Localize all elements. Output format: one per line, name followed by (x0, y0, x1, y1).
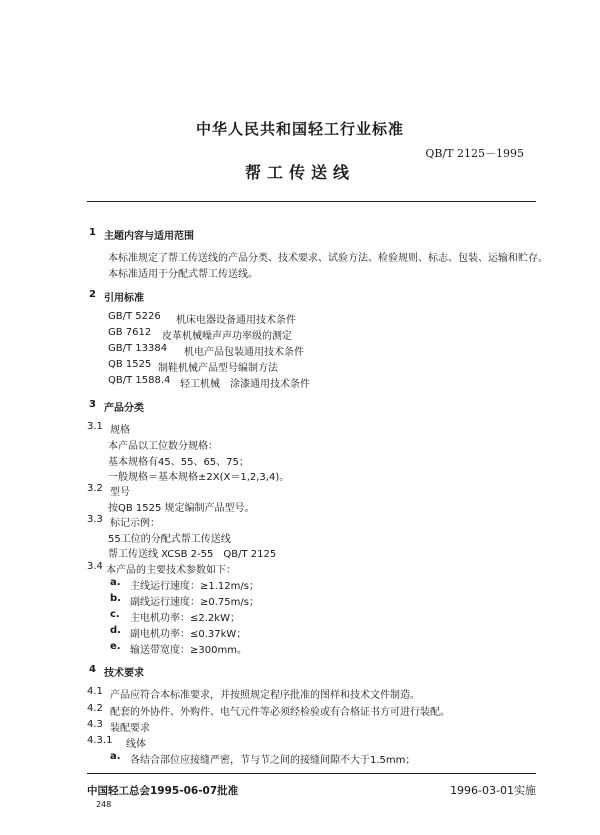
clause-4-3-number: 4.3 (87, 719, 103, 730)
section-1-para-2: 本标准适用于分配式帮工传送线。 (108, 269, 258, 280)
section-4-number: 4 (89, 664, 96, 675)
param-text: 主电机功率：≤2.2kW； (130, 613, 240, 624)
ref-code: GB/T 5226 (108, 311, 161, 322)
ref-name: 机电产品包装通用技术条件 (184, 347, 304, 358)
doc-number: QB/T 2125－1995 (425, 147, 524, 160)
clause-4-3-text: 装配要求 (110, 723, 150, 734)
clause-4-2-text: 配套的外协件、外购件、电气元件等必须经检验或有合格证书方可进行装配。 (110, 707, 450, 718)
effective-date: 1996-03-01实施 (450, 784, 536, 797)
section-1-number: 1 (89, 227, 96, 238)
clause-3-3-line-2: 帮工传送线 XCSB 2-55 QB/T 2125 (108, 549, 277, 560)
clause-3-2-line-1: 按QB 1525 规定编制产品型号。 (108, 503, 255, 514)
req-letter: a. (110, 751, 121, 762)
ref-code: GB 7612 (108, 327, 152, 338)
header-rule (87, 201, 536, 202)
req-text: 各结合部位应接缝严密，节与节之间的接缝间隙不大于1.5mm； (130, 755, 416, 766)
doc-title: 帮工传送线 (244, 163, 355, 182)
clause-3-4-title: 本产品的主要技术参数如下： (106, 565, 236, 576)
ref-name: 皮革机械噪声声功率级的测定 (162, 331, 292, 342)
param-text: 主线运行速度：≥1.12m/s； (130, 581, 259, 592)
ref-name: 机床电器设备通用技术条件 (176, 315, 296, 326)
clause-3-4-number: 3.4 (87, 561, 103, 572)
param-letter: e. (110, 641, 121, 652)
clause-4-3-1-number: 4.3.1 (87, 735, 113, 746)
param-letter: c. (110, 609, 120, 620)
ref-name: 制鞋机械产品型号编制方法 (158, 363, 278, 374)
section-1-para-1: 本标准规定了帮工传送线的产品分类、技术要求、试验方法、检验规则、标志、包装、运输和贮存。 (108, 253, 548, 264)
section-3-title: 产品分类 (104, 403, 144, 414)
clause-3-3-number: 3.3 (87, 514, 103, 525)
clause-3-1-line-2: 基本规格有45、55、65、75； (108, 457, 249, 468)
param-text: 副线运行速度：≥0.75m/s； (130, 597, 259, 608)
clause-4-2-number: 4.2 (87, 703, 103, 714)
org-title: 中华人民共和国轻工行业标准 (195, 120, 404, 138)
clause-3-1-line-3: 一般规格＝基本规格±2X(X＝1,2,3,4)。 (108, 472, 290, 483)
param-text: 副电机功率：≤0.37kW； (130, 629, 247, 640)
param-letter: a. (110, 577, 121, 588)
param-letter: d. (110, 625, 121, 636)
clause-4-1-text: 产品应符合本标准要求，并按照规定程序批准的图样和技术文件制造。 (110, 690, 420, 701)
footer-rule (87, 773, 536, 774)
ref-code: QB 1525 (108, 359, 152, 370)
ref-code: QB/T 1588.4 (108, 375, 171, 386)
section-1-title: 主题内容与适用范围 (104, 231, 194, 242)
clause-3-1-title: 规格 (110, 425, 130, 436)
page-number: 248 (96, 800, 112, 809)
clause-4-3-1-text: 线体 (126, 739, 146, 750)
clause-3-2-title: 型号 (110, 487, 130, 498)
clause-3-2-number: 3.2 (87, 483, 103, 494)
clause-3-1-number: 3.1 (87, 421, 103, 432)
section-2-title: 引用标准 (104, 293, 144, 304)
section-4-title: 技术要求 (104, 668, 144, 679)
approval-line: 中国轻工总会1995-06-07批准 (87, 785, 239, 797)
section-2-number: 2 (89, 289, 96, 300)
clause-4-1-number: 4.1 (87, 686, 103, 697)
param-letter: b. (110, 593, 121, 604)
section-3-number: 3 (89, 399, 96, 410)
clause-3-3-line-1: 55工位的分配式帮工传送线 (108, 534, 231, 545)
clause-3-3-title: 标记示例： (110, 518, 160, 529)
ref-code: GB/T 13384 (108, 343, 168, 354)
param-text: 输送带宽度：≥300mm。 (130, 645, 247, 656)
clause-3-1-line-1: 本产品以工位数分规格： (108, 441, 218, 452)
ref-name: 轻工机械 涂漆通用技术条件 (180, 379, 310, 390)
